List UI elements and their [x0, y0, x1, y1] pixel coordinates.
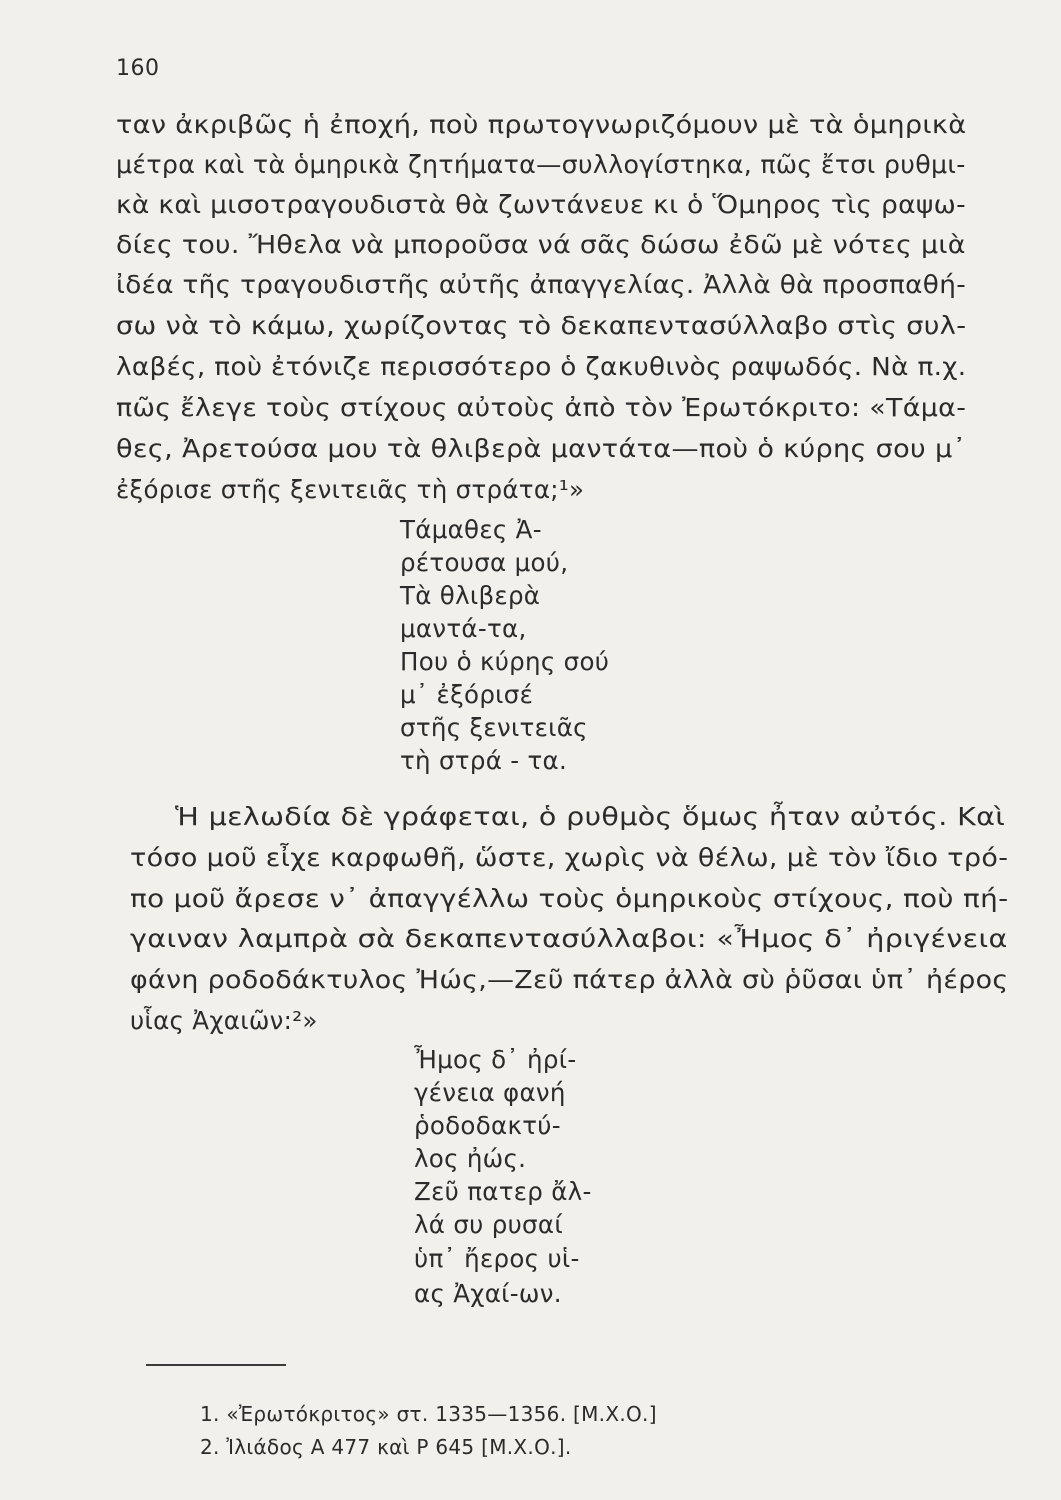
paragraph-line: δίες του. Ἤθελα νὰ μποροῦσα νά σᾶς δώσω ἐδῶ μὲ νότες μιὰ	[116, 230, 966, 259]
page-number: 160	[116, 56, 160, 81]
paragraph-line: μέτρα καὶ τὰ ὁμηρικὰ ζητήματα—συλλογίστηκα, πῶς ἔτσι ρυθμι-	[116, 150, 966, 179]
paragraph-line: τόσο μοῦ εἶχε καρφωθῆ, ὥστε, χωρὶς νὰ θέλω, μὲ τὸν ἴδιο τρό-	[130, 843, 1009, 872]
paragraph-line: υἷας Ἀχαιῶν:²»	[130, 1006, 318, 1035]
verse-line: στῆς ξενιτειᾶς	[400, 713, 588, 742]
paragraph-line: ἰδέα τῆς τραγουδιστῆς αὐτῆς ἀπαγγελίας. Ἀλλὰ θὰ προσπαθή-	[116, 270, 967, 299]
paragraph-line: πο μοῦ ἄρεσε ν᾽ ἀπαγγέλλω τοὺς ὁμηρικοὺς στίχους, ποὺ πή-	[130, 884, 1009, 913]
paragraph-line: σω νὰ τὸ κάμω, χωρίζοντας τὸ δεκαπεντασύλλαβο στὶς συλ-	[116, 311, 967, 340]
paragraph-line: ἐξόρισε στῆς ξενιτειᾶς τὴ στράτα;¹»	[116, 475, 585, 504]
verse-line: Ζεῦ πατερ ἄλ-	[414, 1177, 592, 1206]
paragraph-line: θες, Ἀρετούσα μου τὰ θλιβερὰ μαντάτα—ποὺ ὁ κύρης σου μ᾽	[116, 434, 967, 463]
paragraph-line: γαιναν λαμπρὰ σὰ δεκαπεντασύλλαβοι: «Ἦμος δ᾽ ἠριγένεια	[130, 924, 1008, 953]
verse-line: ῥοδοδακτύ-	[414, 1111, 561, 1140]
verse-line: μαντά-τα,	[400, 614, 527, 643]
verse-line: Τὰ θλιβερὰ	[400, 581, 541, 610]
verse-line: ὑπ᾽ ἤερος υἱ-	[414, 1244, 580, 1273]
paragraph-line: κὰ καὶ μισοτραγουδιστὰ θὰ ζωντάνευε κι ὁ Ὅμηρος τὶς ραψω-	[116, 190, 967, 219]
footnote-2: 2. Ἰλιάδος Α 477 καὶ Ρ 645 [Μ.Χ.Ο.].	[200, 1435, 572, 1459]
verse-line: Που ὁ κύρης σού	[400, 647, 610, 676]
footnote-1: 1. «Ἐρωτόκριτος» στ. 1335—1356. [Μ.Χ.Ο.]	[200, 1402, 657, 1426]
verse-line: γένεια φανή	[414, 1078, 566, 1107]
verse-line: Ἦμος δ᾽ ἠρί-	[414, 1045, 577, 1074]
paragraph-line: ταν ἀκριβῶς ἡ ἐποχή, ποὺ πρωτογνωριζόμουν μὲ τὰ ὁμηρικὰ	[116, 110, 967, 139]
verse-line: ρέτουσα μού,	[400, 548, 569, 577]
verse-line: λος ἠώς.	[414, 1144, 527, 1173]
verse-line: ας Ἀχαί-ων.	[414, 1279, 562, 1308]
footnote-rule	[146, 1364, 286, 1366]
paragraph-line: λαβές, ποὺ ἐτόνιζε περισσότερο ὁ ζακυθινὸς ραψωδός. Νὰ π.χ.	[116, 352, 967, 381]
paragraph-line: φάνη ροδοδάκτυλος Ἠώς,—Ζεῦ πάτερ ἀλλὰ σὺ ῥῦσαι ὑπ᾽ ἠέρος	[130, 965, 1009, 994]
verse-line: Τάμαθες Ἀ-	[400, 515, 542, 544]
verse-line: λά συ ρυσαί	[414, 1210, 563, 1239]
paragraph-line: Ἡ μελωδία δὲ γράφεται, ὁ ρυθμὸς ὅμως ἦταν αὐτός. Καὶ	[175, 802, 1006, 831]
verse-line: τὴ στρά - τα.	[400, 746, 568, 775]
verse-line: μ᾽ ἐξόρισέ	[400, 680, 534, 709]
paragraph-line: πῶς ἔλεγε τοὺς στίχους αὐτοὺς ἀπὸ τὸν Ἐρωτόκριτο: «Τάμα-	[116, 393, 967, 422]
